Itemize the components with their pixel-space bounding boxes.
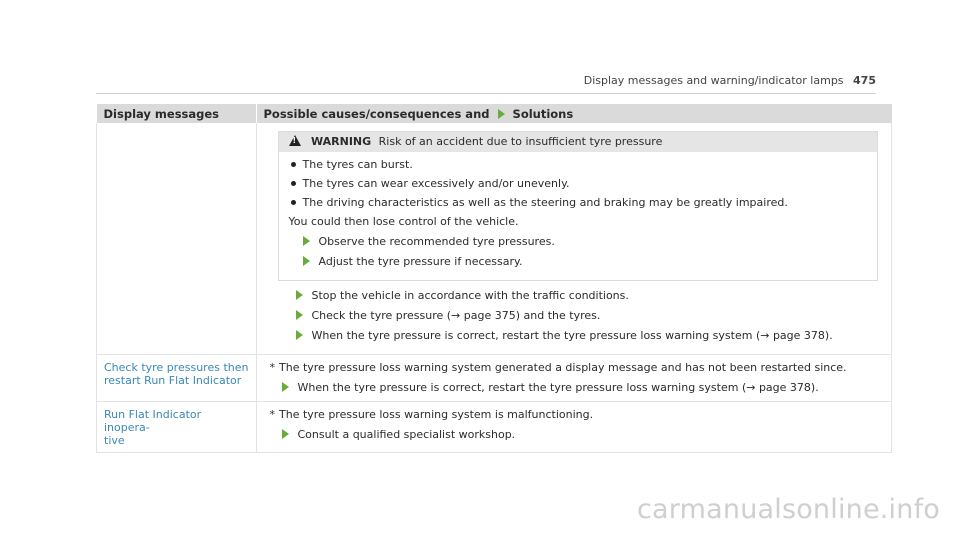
note bbox=[264, 408, 885, 421]
arrow-right-icon bbox=[303, 236, 310, 246]
page-header bbox=[584, 74, 876, 87]
warning-text: Risk of an accident due to insufficient tyre pressure bbox=[378, 135, 663, 148]
message-line: Check tyre pressures then bbox=[104, 361, 249, 374]
watermark: carmanualsonline.info bbox=[637, 494, 940, 525]
page-number: 475 bbox=[853, 74, 876, 87]
warning-paragraph: You could then lose control of the vehicle. bbox=[288, 215, 519, 228]
table-row bbox=[97, 355, 892, 402]
step-text: Check the tyre pressure (→ page 375) and the tyres. bbox=[311, 309, 601, 322]
step-text: Stop the vehicle in accordance with the traffic conditions. bbox=[311, 289, 629, 302]
note bbox=[264, 361, 885, 374]
step bbox=[264, 309, 885, 322]
list-item: The tyres can wear excessively and/or unevenly. bbox=[289, 177, 867, 190]
warning-label: WARNING bbox=[311, 135, 372, 148]
solution-cell bbox=[256, 402, 892, 453]
message-cell bbox=[97, 355, 257, 402]
warning-step bbox=[289, 255, 867, 268]
message-line: restart Run Flat Indicator bbox=[104, 374, 242, 387]
table-row bbox=[97, 402, 892, 453]
warning-body bbox=[279, 152, 877, 280]
asterisk-mark: * bbox=[269, 408, 275, 421]
message-cell bbox=[97, 402, 257, 453]
list-item: The tyres can burst. bbox=[289, 158, 867, 171]
solution-cell bbox=[256, 355, 892, 402]
step bbox=[264, 381, 885, 394]
step bbox=[264, 289, 885, 302]
solution-cell bbox=[256, 123, 892, 355]
warning-header bbox=[279, 132, 877, 152]
message-cell-empty bbox=[97, 123, 257, 355]
asterisk-mark: * bbox=[269, 361, 275, 374]
col-header-display-messages: Display messages bbox=[97, 104, 257, 123]
arrow-right-icon bbox=[296, 330, 303, 340]
step-text: When the tyre pressure is correct, restart the tyre pressure loss warning system (→ page 378). bbox=[297, 381, 819, 394]
arrow-right-icon bbox=[296, 290, 303, 300]
arrow-right-icon bbox=[303, 256, 310, 266]
warning-triangle-icon bbox=[289, 135, 301, 146]
col-header-solutions: Solutions bbox=[512, 106, 574, 121]
warning-box bbox=[278, 131, 878, 281]
step bbox=[264, 428, 885, 441]
list-item: The driving characteristics as well as the steering and braking may be greatly impaired. bbox=[289, 196, 867, 209]
display-messages-table bbox=[96, 104, 892, 453]
message-line: tive bbox=[104, 434, 125, 447]
step-text: Observe the recommended tyre pressures. bbox=[318, 235, 555, 248]
col-header-causes-solutions bbox=[256, 104, 892, 123]
header-rule bbox=[96, 93, 876, 94]
header-title: Display messages and warning/indicator lamps bbox=[583, 74, 844, 87]
step-text: Adjust the tyre pressure if necessary. bbox=[318, 255, 523, 268]
note-text: The tyre pressure loss warning system generated a display message and has not been restarted since. bbox=[279, 361, 847, 374]
step-text: When the tyre pressure is correct, restart the tyre pressure loss warning system (→ page 378). bbox=[311, 329, 833, 342]
col-header-causes: Possible causes/consequences and bbox=[263, 106, 490, 121]
message-line: Run Flat Indicator inopera- bbox=[104, 408, 202, 434]
step-text: Consult a qualified specialist workshop. bbox=[297, 428, 516, 441]
arrow-right-icon bbox=[282, 382, 289, 392]
arrow-right-icon bbox=[296, 310, 303, 320]
step bbox=[264, 329, 885, 342]
arrow-right-icon bbox=[498, 109, 505, 119]
note-text: The tyre pressure loss warning system is malfunctioning. bbox=[279, 408, 594, 421]
table-header-row bbox=[97, 104, 892, 123]
table-row bbox=[97, 123, 892, 355]
warning-step bbox=[289, 235, 867, 248]
arrow-right-icon bbox=[282, 429, 289, 439]
